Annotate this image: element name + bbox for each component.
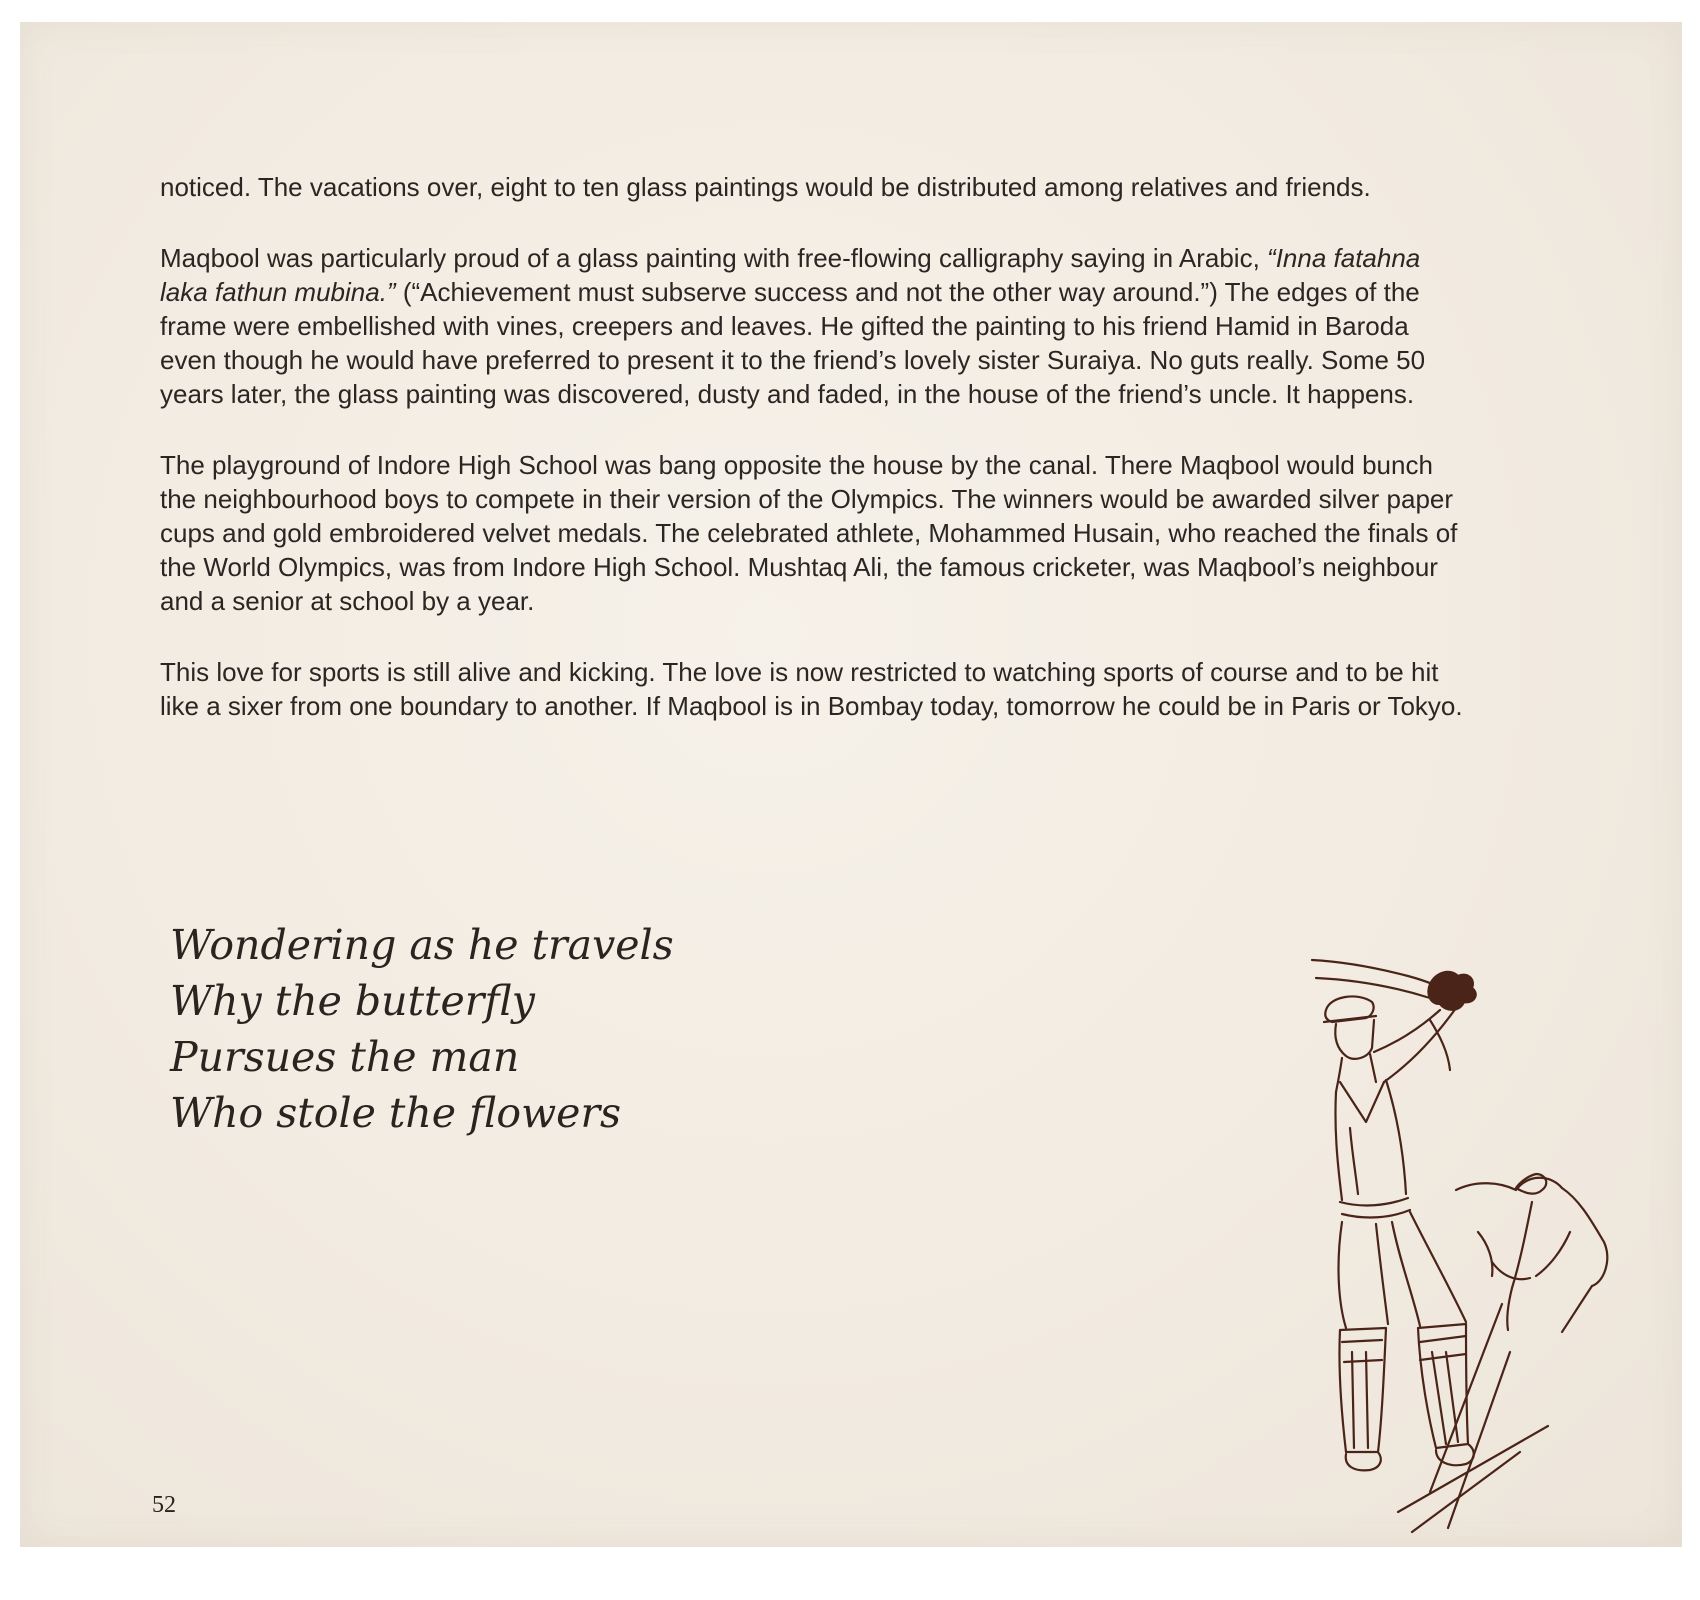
poem-line-4: Who stole the flowers <box>170 1089 622 1137</box>
paragraph-2-text-end: (“Achievement must subserve success and not the other way around.”) The edges of the frame were embellished with vines, creepers and leaves. He gifted the painting to his friend Hamid in Baroda even though he would have preferred to present it to the friend’s lovely sister Suraiya. No guts really. Some 50 years later, the glass painting was discovered, dusty and faded, in the house of the friend’s uncle. It happens. <box>160 277 1426 409</box>
poem-line-1: Wondering as he travels <box>170 921 674 969</box>
poem-line-2: Why the butterfly <box>170 977 535 1025</box>
body-text <box>160 170 1470 760</box>
book-page <box>20 22 1682 1547</box>
paragraph-2-text-start: Maqbool was particularly proud of a glass painting with free-flowing calligraphy saying in Arabic, <box>160 243 1268 273</box>
page-number: 52 <box>152 1492 176 1518</box>
cricket-batsman-sketch-icon <box>1280 932 1640 1542</box>
poem-line-3: Pursues the man <box>170 1033 520 1081</box>
paragraph-4: This love for sports is still alive and kicking. The love is now restricted to watching sports of course and to be hit like a sixer from one boundary to another. If Maqbool is in Bombay today, tomorrow he could be in Paris or Tokyo. <box>160 657 1463 721</box>
poem <box>170 917 870 1141</box>
paragraph-3: The playground of Indore High School was bang opposite the house by the canal. There Maqbool would bunch the neighbourhood boys to compete in their version of the Olympics. The winners would be awarded silver paper cups and gold embroidered velvet medals. The celebrated athlete, Mohammed Husain, who reached the finals of the World Olympics, was from Indore High School. Mushtaq Ali, the famous cricketer, was Maqbool’s neighbour and a senior at school by a year. <box>160 450 1458 616</box>
paragraph-2 <box>160 241 1470 411</box>
arabic-quote: “Inna fatahna laka fathun mubina.” <box>160 243 1421 307</box>
paragraph-1: noticed. The vacations over, eight to ten glass paintings would be distributed among relatives and friends. <box>160 172 1371 202</box>
